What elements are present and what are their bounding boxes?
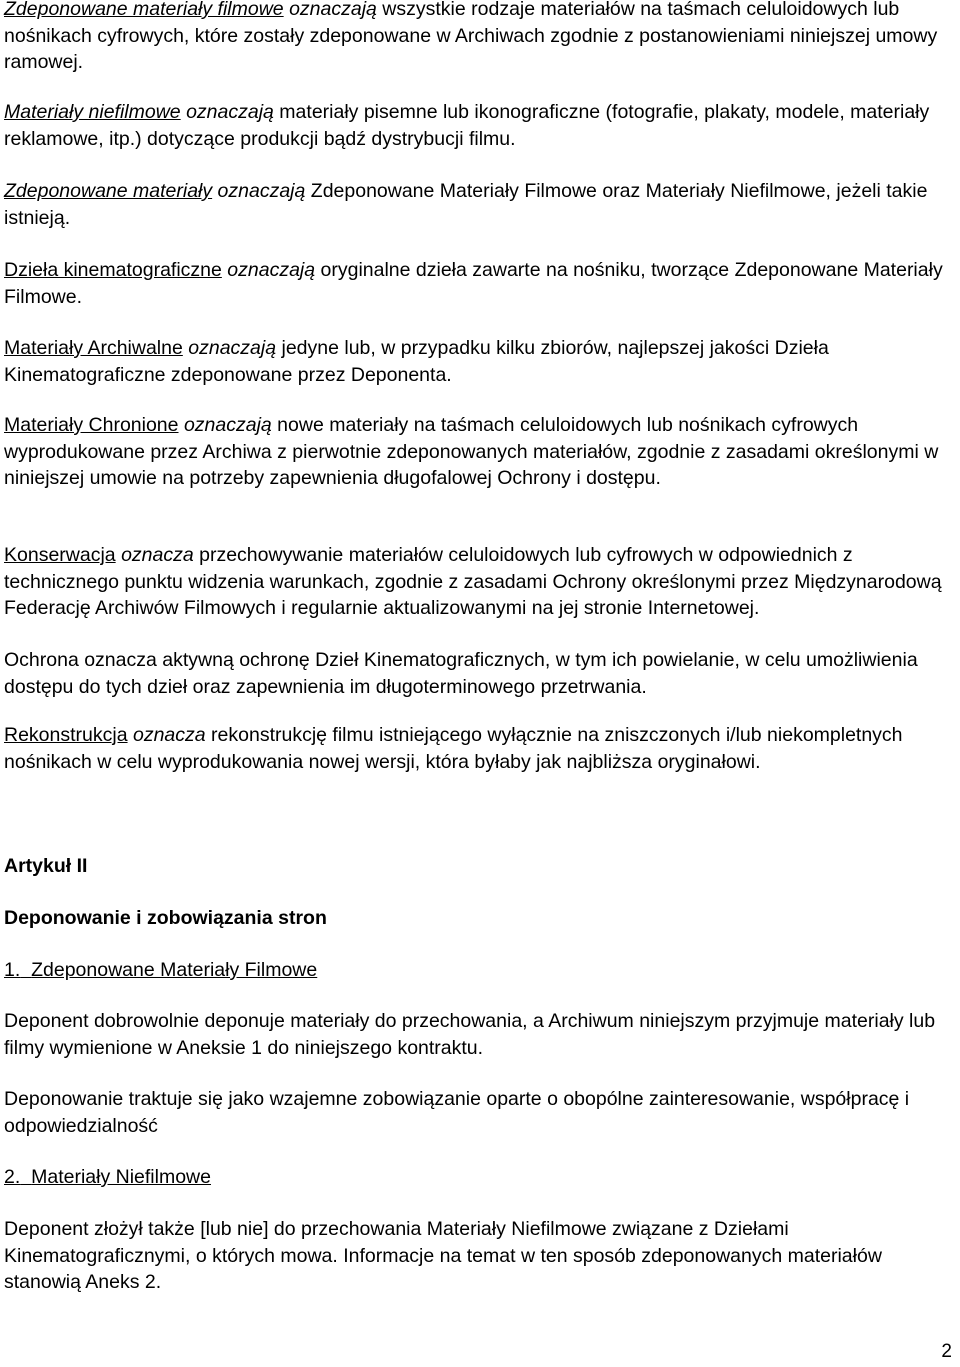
definition-ochrona: Ochrona oznacza aktywną ochronę Dzieł Kinematograficznych, w tym ich powielanie, w celu umożliwienia dostępu do tych dzieł oraz zapewnienia im długoterminowego przetrwania.	[4, 649, 918, 698]
section-1-heading	[4, 957, 956, 984]
section-1-paragraph-1: Deponent dobrowolnie deponuje materiały do przechowania, a Archiwum niniejszym przyjmuje materiały lub filmy wymienione w Aneksie 1 do niniejszego kontraktu.	[4, 1010, 936, 1059]
article-subtitle: Deponowanie i zobowiązania stron	[4, 907, 327, 929]
page-number: 2	[941, 1341, 952, 1362]
section-2-heading-text: 2. Materiały Niefilmowe	[4, 1166, 211, 1188]
definition-materialy-chronione: Materiały Chronione oznaczają nowe materiały na taśmach celuloidowych lub nośnikach cyfrowych wyprodukowane przez Archiwa z pierwotnie zdeponowanych materiałów, zgodnie z zasadami określonymi w niniejszej umowie na potrzeby zapewnienia długofalowej Ochrony i dostępu.	[4, 414, 939, 489]
section-1-heading-text: 1. Zdeponowane Materiały Filmowe	[4, 959, 318, 981]
definition-materialy-archiwalne: Materiały Archiwalne oznaczają jedyne lub, w przypadku kilku zbiorów, najlepszej jakości Dzieła Kinematograficzne zdeponowane przez Deponenta.	[4, 337, 829, 386]
section-2-heading	[4, 1164, 956, 1191]
definition-dziela-kinematograficzne: Dzieła kinematograficzne oznaczają oryginalne dzieła zawarte na nośniku, tworzące Zdeponowane Materiały Filmowe.	[4, 259, 943, 308]
definition-materialy-niefilmowe: Materiały niefilmowe oznaczają materiały pisemne lub ikonograficzne (fotografie, plakaty, modele, materiały reklamowe, itp.) dotyczące produkcji bądź dystrybucji filmu.	[4, 101, 930, 150]
definition-rekonstrukcja: Rekonstrukcja oznacza rekonstrukcję filmu istniejącego wyłącznie na zniszczonych i/lub niekompletnych nośnikach w celu wyprodukowania nowej wersji, która byłaby jak najbliższa oryginałowi.	[4, 724, 903, 773]
definition-zdeponowane-materialy-filmowe: Zdeponowane materiały filmowe oznaczają wszystkie rodzaje materiałów na taśmach celuloidowych lub nośnikach cyfrowych, które zostały zdeponowane w Archiwach zgodnie z postanowieniami niniejszej umowy ramowej.	[4, 0, 938, 73]
article-title: Artykuł II	[4, 855, 88, 877]
section-2-paragraph-1: Deponent złożył także [lub nie] do przechowania Materiały Niefilmowe związane z Dziełami Kinematograficznymi, o których mowa. Informacje na temat w ten sposób zdeponowanych materiałów stanowią Aneks 2.	[4, 1218, 882, 1293]
definition-zdeponowane-materialy: Zdeponowane materiały oznaczają Zdeponowane Materiały Filmowe oraz Materiały Niefilmowe, jeżeli takie istnieją.	[4, 180, 928, 229]
definition-konserwacja: Konserwacja oznacza przechowywanie materiałów celuloidowych lub cyfrowych w odpowiednich z technicznego punktu widzenia warunkach, zgodnie z zasadami Ochrony określonymi przez Międzynarodową Federację Archiwów Filmowych i regularnie aktualizowanymi na jej stronie Internetowej.	[4, 544, 942, 619]
section-1-paragraph-2: Deponowanie traktuje się jako wzajemne zobowiązanie oparte o obopólne zainteresowanie, współpracę i odpowiedzialność	[4, 1088, 910, 1137]
